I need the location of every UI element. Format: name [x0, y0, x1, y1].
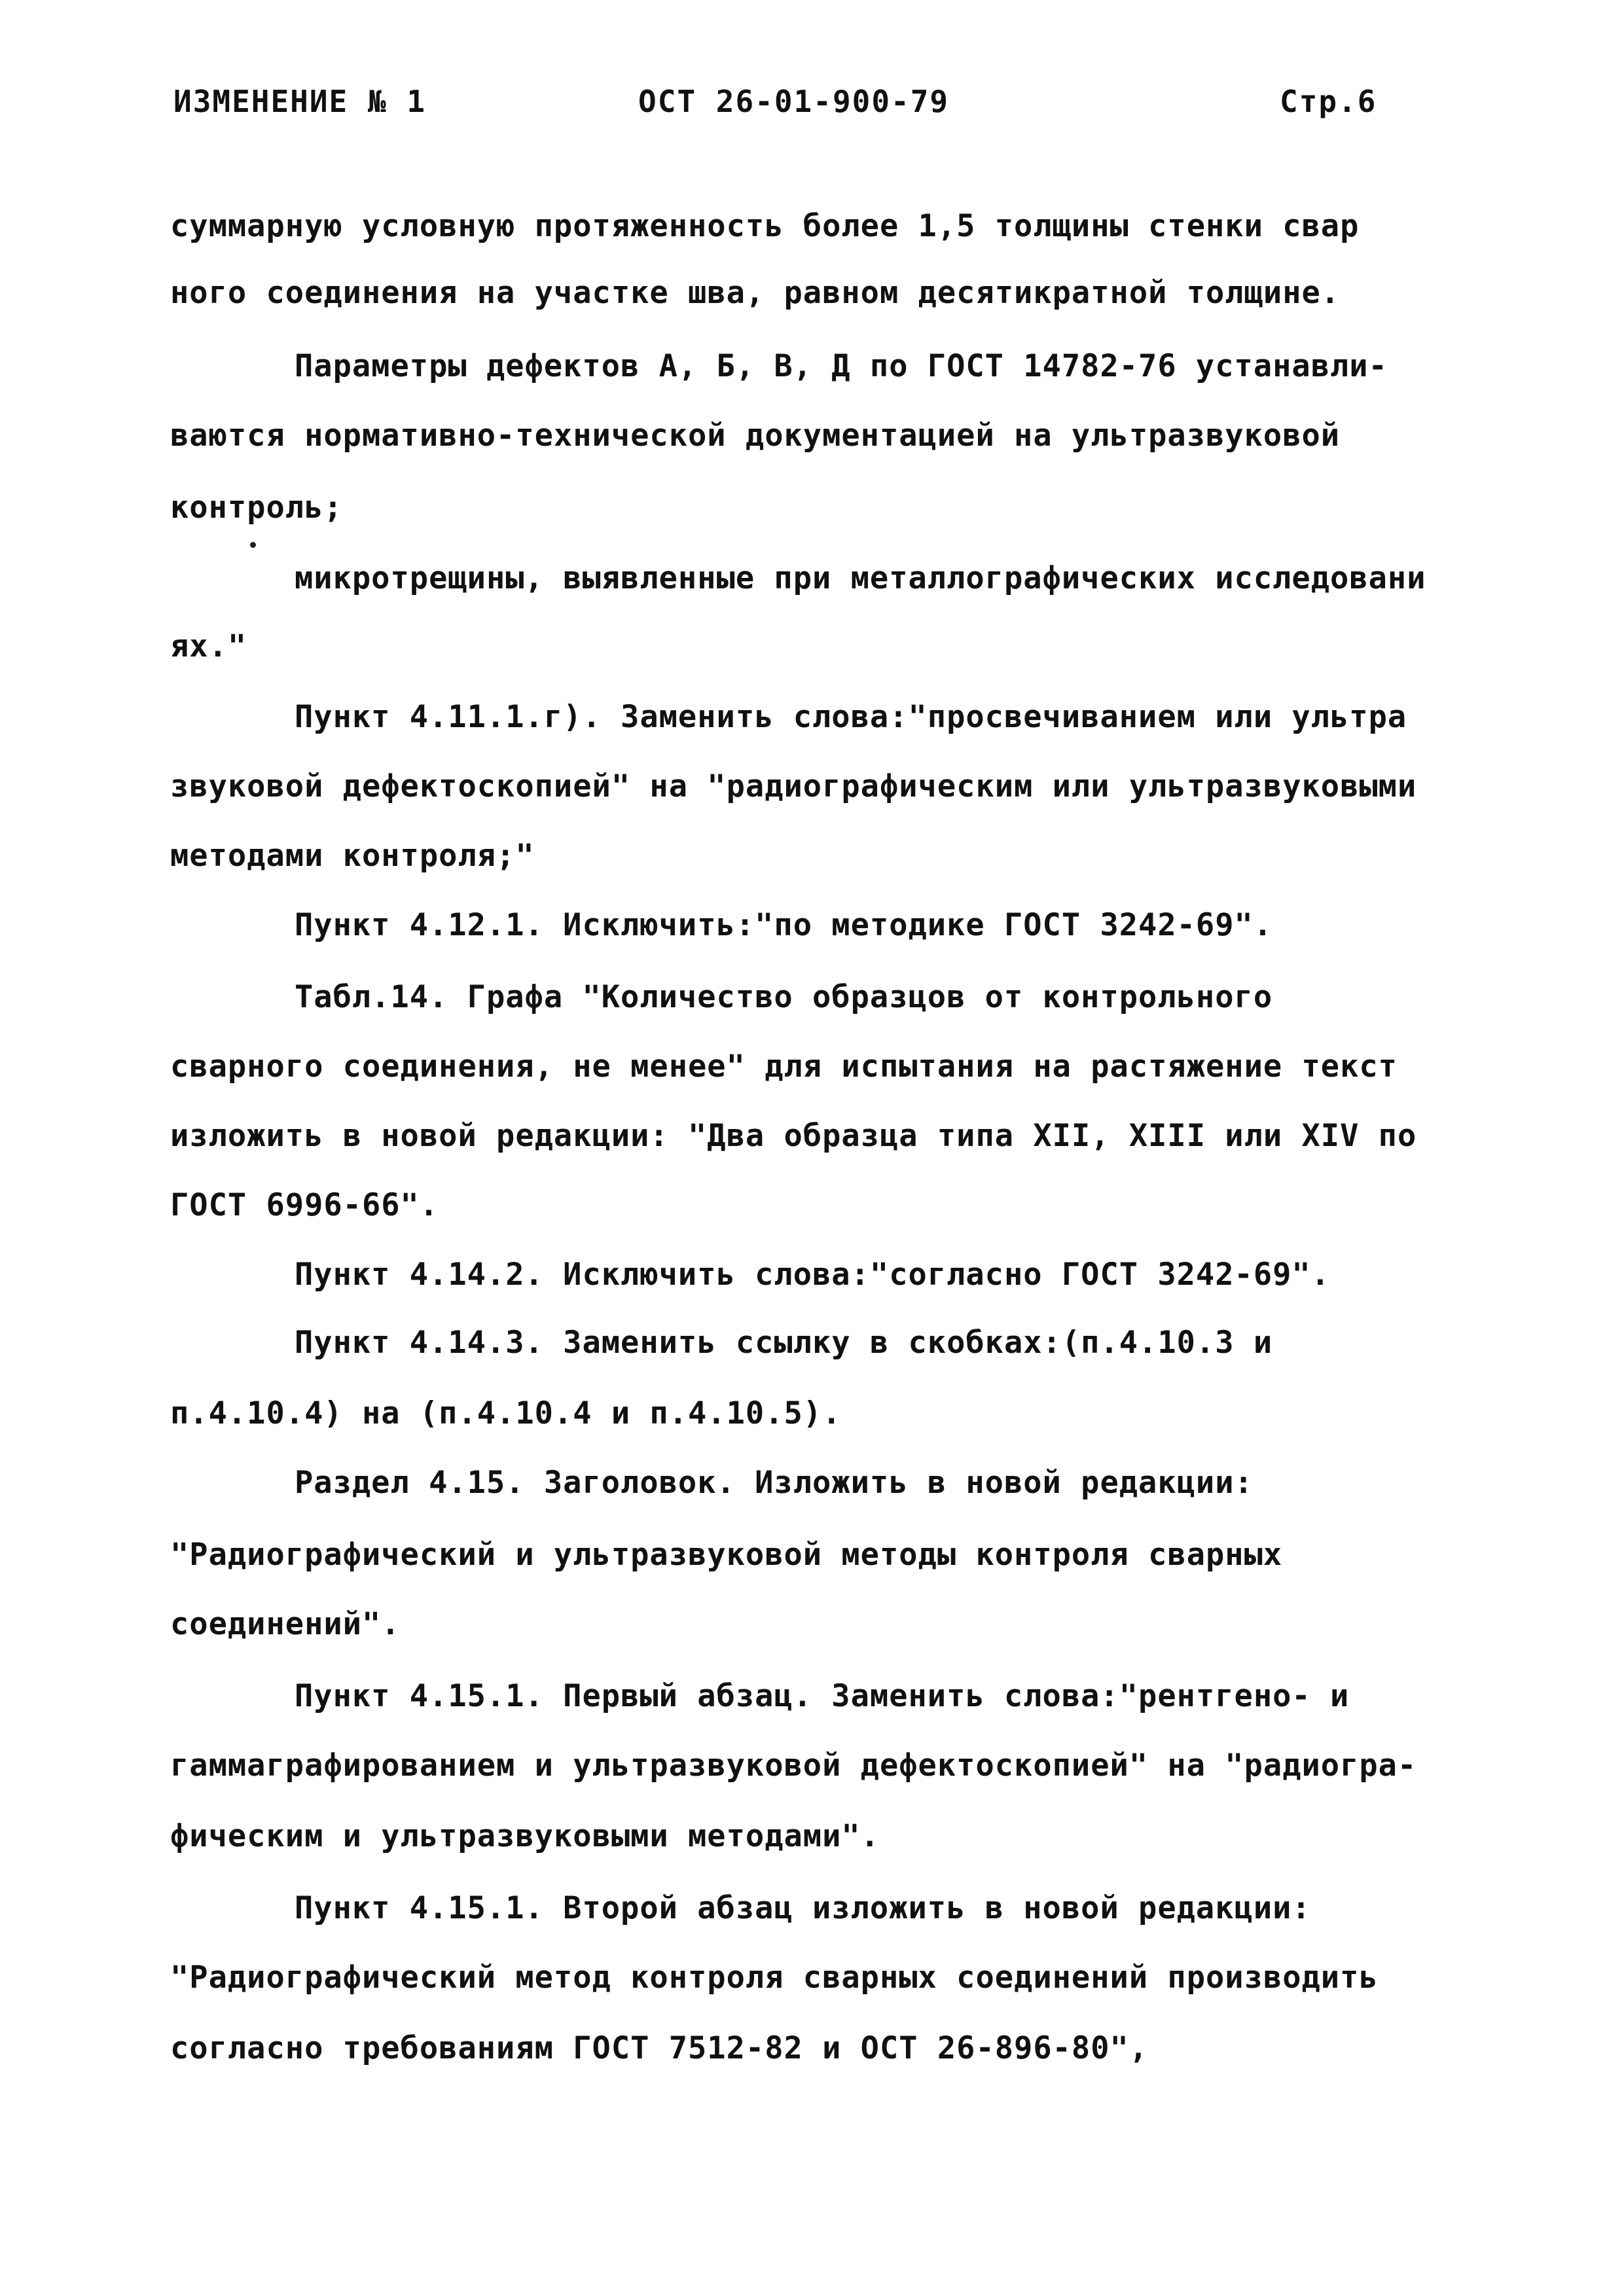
text-line: Пункт 4.12.1. Исключить:"по методике ГОСТ 3242-69". [295, 907, 1273, 943]
text-line: Пункт 4.14.3. Заменить ссылку в скобках:(п.4.10.3 и [295, 1325, 1273, 1361]
text-line: ваются нормативно-технической документацией на ультразвуковой [170, 418, 1341, 454]
text-line: изложить в новой редакции: "Два образца типа XII, XIII или XIV по [170, 1118, 1417, 1154]
text-line: микротрещины, выявленные при металлографических исследовани [295, 560, 1426, 596]
change-number: ИЗМЕНЕНИЕ № 1 [173, 84, 427, 119]
text-line: гаммаграфированием и ультразвуковой дефектоскопией" на "радиогра- [170, 1748, 1417, 1784]
standard-number: ОСТ 26-01-900-79 [638, 84, 950, 119]
text-line: соединений". [170, 1606, 401, 1642]
text-line: "Радиографический метод контроля сварных соединений производить [170, 1960, 1379, 1996]
text-line: ГОСТ 6996-66". [170, 1187, 439, 1223]
text-line: Пункт 4.15.1. Второй абзац изложить в новой редакции: [295, 1890, 1311, 1926]
text-line: контроль; [170, 490, 343, 526]
text-line: фическим и ультразвуковыми методами". [170, 1818, 880, 1854]
text-line: ях." [170, 628, 247, 664]
page-number: Стр.6 [1280, 84, 1377, 119]
text-line: Пункт 4.11.1.г). Заменить слова:"просвечиванием или ультра [295, 699, 1407, 735]
text-line: "Радиографический и ультразвуковой методы контроля сварных [170, 1537, 1283, 1573]
text-line: Раздел 4.15. Заголовок. Изложить в новой редакции: [295, 1465, 1254, 1501]
page-header [173, 84, 1404, 123]
text-line: согласно требованиям ГОСТ 7512-82 и ОСТ 26-896-80", [170, 2030, 1149, 2066]
bullet-mark [250, 542, 256, 548]
text-line: п.4.10.4) на (п.4.10.4 и п.4.10.5). [170, 1395, 842, 1431]
text-line: Пункт 4.15.1. Первый абзац. Заменить слова:"рентгено- и [295, 1678, 1350, 1714]
text-line: сварного соединения, не менее" для испытания на растяжение текст [170, 1049, 1398, 1085]
text-line: Табл.14. Графа "Количество образцов от контрольного [295, 979, 1273, 1015]
text-line: Параметры дефектов А, Б, В, Д по ГОСТ 14782-76 устанавли- [295, 348, 1388, 384]
text-line: методами контроля;" [170, 838, 535, 874]
text-line: ного соединения на участке шва, равном десятикратной толщине. [170, 275, 1341, 311]
text-line: суммарную условную протяженность более 1,5 толщины стенки свар [170, 208, 1360, 244]
text-line: Пункт 4.14.2. Исключить слова:"согласно ГОСТ 3242-69". [295, 1257, 1331, 1293]
text-line: звуковой дефектоскопией" на "радиографическим или ультразвуковыми [170, 768, 1417, 804]
